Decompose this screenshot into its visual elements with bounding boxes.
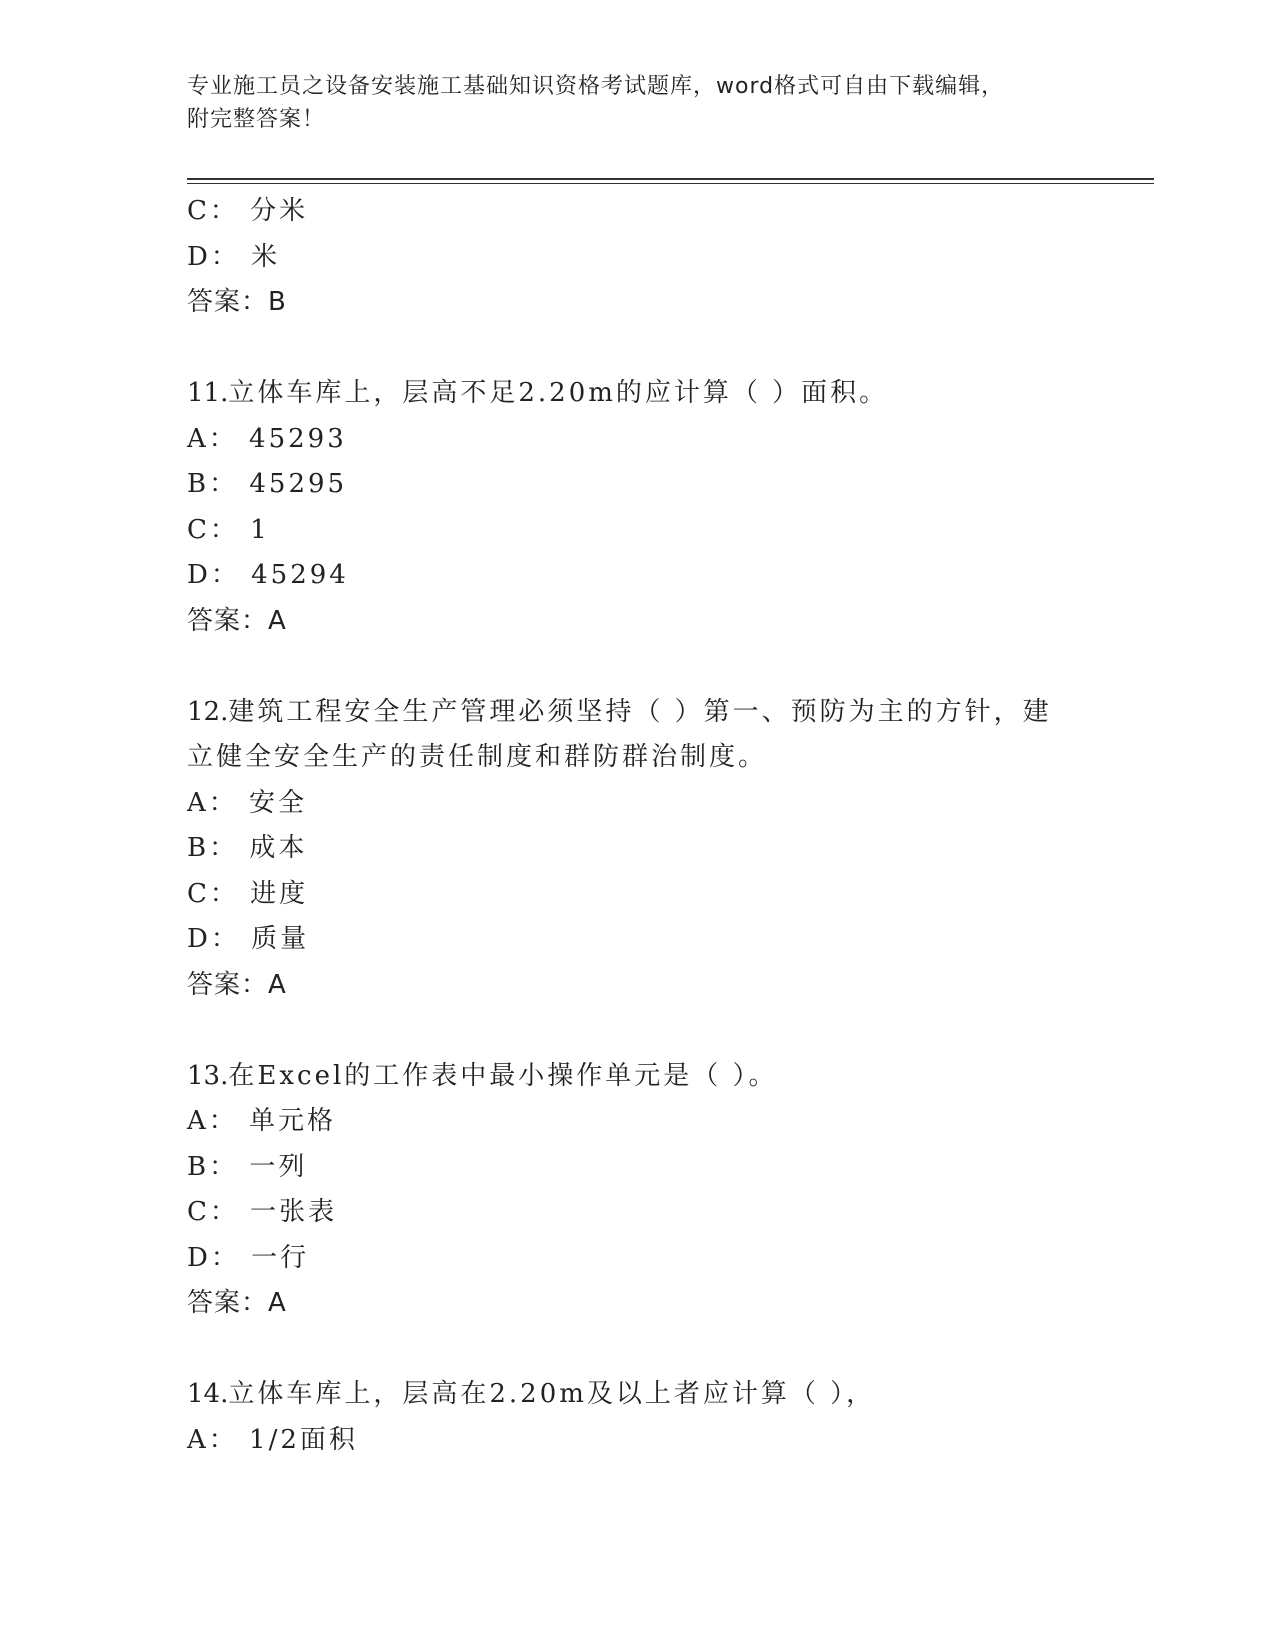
option-label: C：	[187, 196, 239, 226]
option-a	[187, 1418, 1087, 1464]
option-b	[187, 1145, 1087, 1191]
option-d	[187, 1236, 1087, 1282]
option-label: A：	[187, 1106, 238, 1136]
header-line-1: 专业施工员之设备安装施工基础知识资格考试题库，word格式可自由下载编辑，	[187, 74, 1005, 99]
option-c	[187, 872, 1087, 918]
option-text: 一列	[249, 1151, 308, 1182]
question-number: 11.	[187, 378, 229, 408]
option-text: 45294	[251, 560, 349, 590]
header-line-2: 附完整答案！	[187, 107, 326, 132]
option-text: 1	[250, 514, 270, 545]
option-text: 一张表	[250, 1197, 338, 1227]
answer-line: 答案：A	[187, 969, 287, 1000]
question-number: 14.	[187, 1379, 229, 1409]
option-d	[187, 235, 1087, 281]
option-label: C：	[187, 1197, 239, 1227]
option-text: 米	[251, 241, 281, 272]
option-d	[187, 553, 1087, 599]
option-text: 单元格	[249, 1106, 337, 1136]
option-label: D：	[187, 560, 240, 590]
question-13	[187, 1054, 1087, 1327]
option-a	[187, 1099, 1087, 1145]
question-14	[187, 1372, 1087, 1463]
option-b	[187, 462, 1087, 508]
option-text: 进度	[250, 878, 309, 909]
option-label: B：	[187, 1151, 239, 1182]
question-stem	[187, 690, 1067, 781]
header-rule-thin	[187, 183, 1154, 184]
question-11	[187, 371, 1087, 644]
answer-line: 答案：A	[187, 605, 287, 636]
option-text: 45293	[249, 423, 347, 454]
answer-line: 答案：B	[187, 287, 287, 317]
question-number: 12.	[187, 696, 229, 727]
option-label: C：	[187, 878, 239, 909]
answer-line: 答案：A	[187, 1288, 287, 1318]
option-text: 45295	[249, 469, 348, 499]
question-text: 立体车库上，层高在2.20m及以上者应计算（ ），	[228, 1379, 876, 1409]
question-carryover	[187, 189, 1087, 326]
option-text: 分米	[250, 196, 309, 226]
option-text: 质量	[251, 924, 310, 954]
option-label: D：	[187, 241, 240, 272]
option-text: 成本	[249, 833, 308, 863]
option-label: C：	[187, 514, 239, 545]
question-stem	[187, 1054, 1067, 1100]
option-a	[187, 781, 1087, 827]
question-number: 13.	[187, 1060, 229, 1091]
option-label: A：	[187, 423, 238, 454]
question-12	[187, 690, 1087, 1009]
option-label: B：	[187, 469, 239, 499]
option-text: 1/2面积	[249, 1424, 358, 1455]
option-label: D：	[187, 1242, 240, 1273]
option-c	[187, 508, 1087, 554]
option-c	[187, 1190, 1087, 1236]
option-text: 一行	[251, 1242, 310, 1273]
question-stem	[187, 1372, 1067, 1418]
question-list	[187, 189, 1087, 1463]
option-label: A：	[187, 787, 238, 818]
option-label: B：	[187, 833, 239, 863]
question-text: 立体车库上，层高不足2.20m的应计算（ ）面积。	[228, 378, 889, 408]
question-stem	[187, 371, 1067, 417]
option-text: 安全	[249, 787, 308, 818]
question-text: 在Excel的工作表中最小操作单元是（ ）。	[228, 1060, 778, 1091]
option-a	[187, 417, 1087, 463]
option-d	[187, 917, 1087, 963]
option-label: A：	[187, 1424, 238, 1455]
question-text: 建筑工程安全生产管理必须坚持（ ）第一、预防为主的方针，建立健全安全生产的责任制度和群防群治制度。	[187, 696, 1052, 772]
option-c	[187, 189, 1087, 235]
option-b	[187, 826, 1087, 872]
header-rule-thick	[187, 178, 1154, 180]
document-header	[187, 70, 1067, 136]
option-label: D：	[187, 924, 240, 954]
